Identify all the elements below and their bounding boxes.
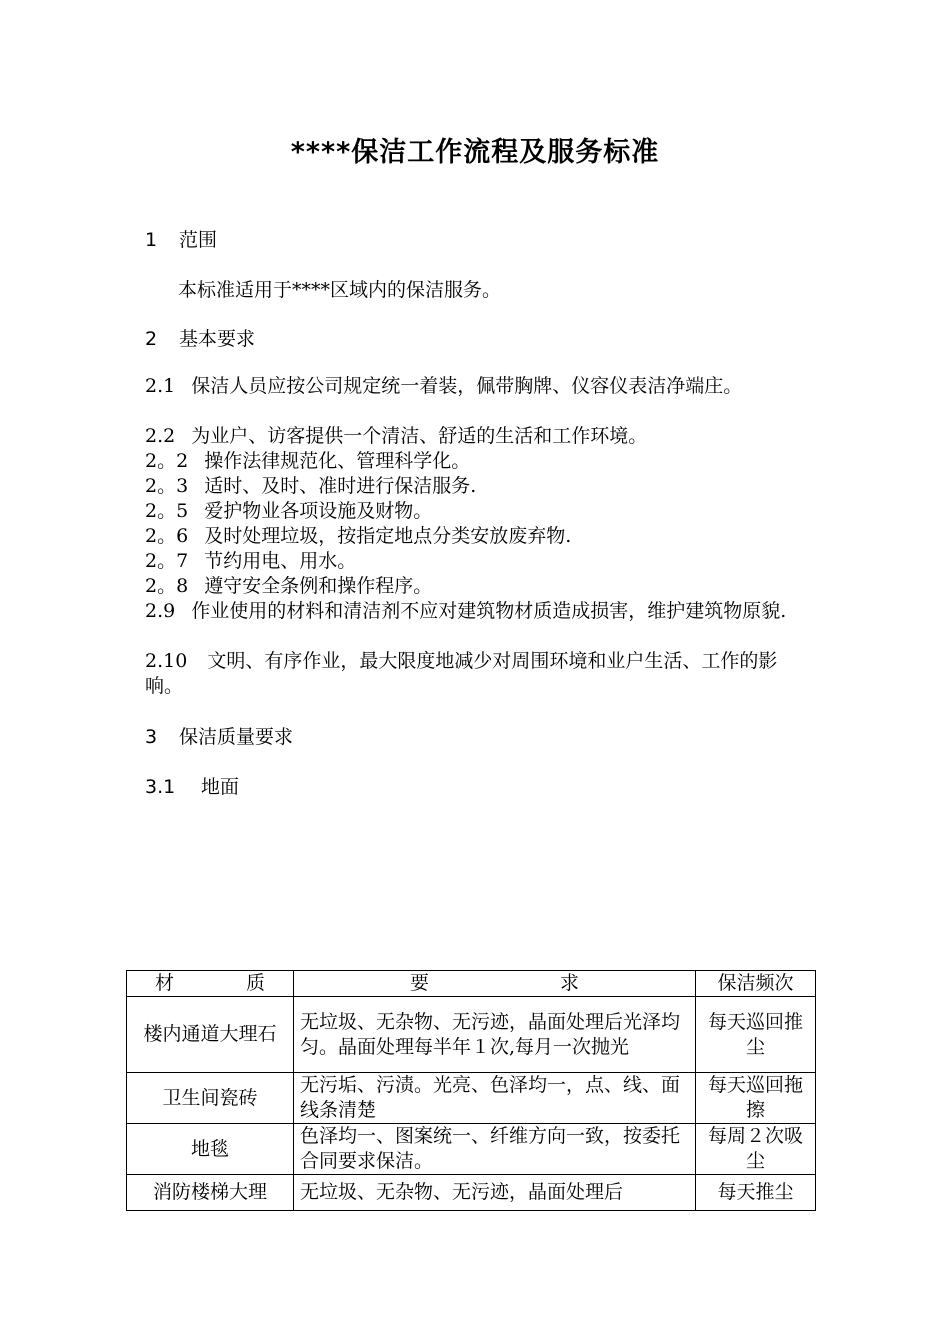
section-number: 3: [145, 726, 158, 748]
item-text: 作业使用的材料和清洁剂不应对建筑物材质造成损害，维护建筑物原貌.: [191, 600, 787, 622]
cell-requirement: 色泽均一、图案统一、纤维方向一致，按委托合同要求保洁。: [294, 1124, 696, 1175]
section-number: 2: [145, 328, 158, 350]
list-item: [145, 649, 810, 699]
section-title: 保洁质量要求: [179, 726, 294, 748]
cell-material: 消防楼梯大理: [127, 1175, 294, 1211]
item-number: 2。6: [145, 525, 189, 547]
header-char: 材: [155, 972, 175, 994]
list-item: [145, 499, 432, 524]
list-item: [145, 524, 571, 549]
item-number: 2。8: [145, 575, 189, 597]
cell-frequency: 每天巡回拖擦: [696, 1073, 816, 1124]
list-item: [145, 549, 356, 574]
section-title: 地面: [201, 776, 240, 798]
item-text: 为业户、访客提供一个清洁、舒适的生活和工作环境。: [191, 425, 648, 447]
cell-frequency: 每天巡回推尘: [696, 997, 816, 1073]
table-header-row: [127, 971, 816, 997]
header-material: [127, 971, 294, 997]
section-heading-quality: [145, 722, 293, 749]
cell-requirement: 无垃圾、无杂物、无污迹，晶面处理后光泽均匀。晶面处理每半年１次,每月一次抛光: [294, 997, 696, 1073]
item-number: 2。7: [145, 550, 189, 572]
section-heading-scope: [145, 225, 217, 252]
item-number: 2.9: [145, 600, 176, 622]
list-item: [145, 424, 647, 449]
cell-material: 地毯: [127, 1124, 294, 1175]
table-row: [127, 997, 816, 1073]
item-number: 2.10: [145, 650, 188, 672]
item-text: 操作法律规范化、管理科学化。: [204, 450, 471, 472]
item-text: 遵守安全条例和操作程序。: [204, 575, 433, 597]
header-requirement: [294, 971, 696, 997]
header-frequency: 保洁频次: [696, 971, 816, 997]
item-text: 文明、有序作业，最大限度地减少对周围环境和业户生活、工作的影响。: [145, 650, 778, 697]
cell-material: 楼内通道大理石: [127, 997, 294, 1073]
list-item: [145, 374, 810, 399]
header-char: 求: [559, 972, 579, 994]
table-row: [127, 1175, 816, 1211]
item-text: 节约用电、用水。: [204, 550, 357, 572]
item-text: 保洁人员应按公司规定统一着装，佩带胸牌、仪容仪表洁净端庄。: [191, 375, 743, 397]
cell-requirement: 无垃圾、无杂物、无污迹，晶面处理后: [294, 1175, 696, 1211]
list-item: [145, 449, 470, 474]
item-text: 爱护物业各项设施及财物。: [204, 500, 433, 522]
section-title: 范围: [179, 229, 218, 251]
subsection-heading-floor: [145, 772, 239, 799]
table-row: [127, 1124, 816, 1175]
section-number: 1: [145, 229, 158, 251]
item-text: 适时、及时、准时进行保洁服务.: [204, 475, 477, 497]
cell-frequency: 每天推尘: [696, 1175, 816, 1211]
item-text: 及时处理垃圾，按指定地点分类安放废弃物.: [204, 525, 572, 547]
section-title: 基本要求: [179, 328, 256, 350]
document-title: ****保洁工作流程及服务标准: [290, 137, 660, 168]
header-char: 质: [245, 972, 265, 994]
scope-text: 本标准适用于****区域内的保洁服务。: [178, 279, 502, 301]
cell-frequency: 每周２次吸尘: [696, 1124, 816, 1175]
section-number: 3.1: [145, 776, 176, 798]
item-number: 2.1: [145, 375, 176, 397]
cell-requirement: 无污垢、污渍。光亮、色泽均一，点、线、面线条清楚: [294, 1073, 696, 1124]
section-heading-basic: [145, 324, 255, 351]
item-number: 2。3: [145, 475, 189, 497]
item-number: 2。2: [145, 450, 189, 472]
list-item: [145, 599, 810, 624]
list-item: [145, 574, 432, 599]
table-row: [127, 1073, 816, 1124]
list-item: [145, 474, 476, 499]
item-number: 2。5: [145, 500, 189, 522]
cell-material: 卫生间瓷砖: [127, 1073, 294, 1124]
item-number: 2.2: [145, 425, 176, 447]
header-char: 要: [410, 972, 430, 994]
floor-quality-table: [126, 970, 816, 1211]
